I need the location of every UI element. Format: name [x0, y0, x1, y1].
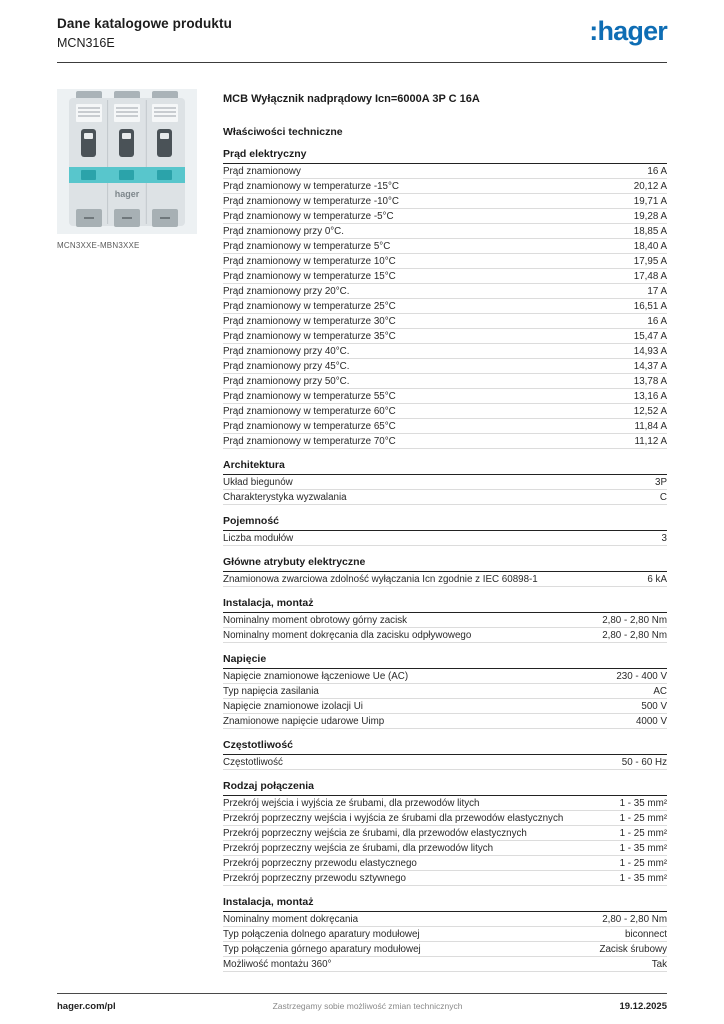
spec-value: 14,93 A [633, 345, 667, 357]
image-caption: MCN3XXE-MBN3XXE [57, 241, 140, 250]
tech-properties-heading: Właściwości techniczne [223, 126, 343, 138]
date-text: 19.12.2025 [619, 1001, 667, 1012]
spec-label: Prąd znamionowy przy 0°C. [223, 225, 344, 237]
spec-row [223, 714, 667, 729]
section-title: Architektura [223, 459, 667, 475]
spec-value: Zacisk śrubowy [599, 943, 667, 955]
spec-label: Prąd znamionowy w temperaturze 60°C [223, 405, 396, 417]
spec-row [223, 572, 667, 587]
spec-label: Charakterystyka wyzwalania [223, 491, 347, 503]
spec-label: Przekrój poprzeczny wejścia ze śrubami, dla przewodów litych [223, 842, 494, 854]
spec-value: 17,95 A [633, 255, 667, 267]
spec-value: 19,71 A [633, 195, 667, 207]
spec-row [223, 329, 667, 344]
spec-row [223, 254, 667, 269]
spec-label: Prąd znamionowy w temperaturze 25°C [223, 300, 396, 312]
spec-value: Tak [651, 958, 667, 970]
section-title: Pojemność [223, 515, 667, 531]
spec-row [223, 389, 667, 404]
spec-label: Prąd znamionowy w temperaturze 55°C [223, 390, 396, 402]
spec-row [223, 404, 667, 419]
spec-value: 18,85 A [633, 225, 667, 237]
spec-label: Nominalny moment dokręcania [223, 913, 359, 925]
spec-row [223, 209, 667, 224]
spec-label: Prąd znamionowy w temperaturze 10°C [223, 255, 396, 267]
spec-value: 2,80 - 2,80 Nm [602, 614, 667, 626]
spec-row [223, 796, 667, 811]
spec-value: 1 - 25 mm² [619, 812, 667, 824]
spec-label: Przekrój wejścia i wyjścia ze śrubami, dla przewodów litych [223, 797, 480, 809]
spec-value: 1 - 35 mm² [619, 872, 667, 884]
spec-value: 3 [661, 532, 667, 544]
spec-label: Znamionowa zwarciowa zdolność wyłączania Icn zgodnie z IEC 60898-1 [223, 573, 538, 585]
spec-label: Typ połączenia dolnego aparatury modułowej [223, 928, 420, 940]
page-title: Dane katalogowe produktu [57, 16, 232, 31]
spec-row [223, 344, 667, 359]
spec-value: C [659, 491, 667, 503]
spec-label: Prąd znamionowy w temperaturze 5°C [223, 240, 391, 252]
page-header [57, 16, 667, 50]
spec-value: 17,48 A [633, 270, 667, 282]
spec-value: 2,80 - 2,80 Nm [602, 913, 667, 925]
spec-row [223, 224, 667, 239]
spec-label: Przekrój poprzeczny przewodu elastycznego [223, 857, 417, 869]
spec-value: 12,52 A [633, 405, 667, 417]
spec-value: 19,28 A [633, 210, 667, 222]
product-image-column [57, 89, 197, 972]
spec-row [223, 871, 667, 886]
spec-label: Prąd znamionowy w temperaturze 65°C [223, 420, 396, 432]
section-title: Napięcie [223, 653, 667, 669]
main-content [57, 89, 667, 972]
spec-row [223, 613, 667, 628]
spec-row [223, 284, 667, 299]
spec-row [223, 419, 667, 434]
svg-text:hager: hager [114, 189, 140, 199]
spec-row [223, 841, 667, 856]
spec-row [223, 194, 667, 209]
spec-label: Prąd znamionowy przy 50°C. [223, 375, 350, 387]
spec-value: 1 - 25 mm² [619, 827, 667, 839]
spec-row [223, 684, 667, 699]
spec-value: 16 A [647, 315, 667, 327]
spec-row [223, 475, 667, 490]
spec-label: Układ biegunów [223, 476, 293, 488]
spec-value: 2,80 - 2,80 Nm [602, 629, 667, 641]
section-title: Prąd elektryczny [223, 148, 667, 164]
spec-label: Prąd znamionowy w temperaturze -15°C [223, 180, 399, 192]
spec-label: Prąd znamionowy [223, 165, 301, 177]
spec-label: Znamionowe napięcie udarowe Uimp [223, 715, 385, 727]
spec-label: Liczba modułów [223, 532, 294, 544]
spec-value: 500 V [641, 700, 667, 712]
spec-value: 17 A [647, 285, 667, 297]
spec-label: Typ napięcia zasilania [223, 685, 319, 697]
spec-row [223, 811, 667, 826]
spec-value: 15,47 A [633, 330, 667, 342]
spec-value: 18,40 A [633, 240, 667, 252]
spec-row [223, 239, 667, 254]
section-title: Instalacja, montaż [223, 597, 667, 613]
spec-value: 50 - 60 Hz [621, 756, 667, 768]
spec-row [223, 164, 667, 179]
spec-label: Przekrój poprzeczny przewodu sztywnego [223, 872, 406, 884]
spec-value: 14,37 A [633, 360, 667, 372]
spec-row [223, 669, 667, 684]
spec-value: 11,84 A [634, 420, 667, 432]
spec-value: 16 A [647, 165, 667, 177]
spec-row [223, 699, 667, 714]
spec-value: 13,78 A [633, 375, 667, 387]
spec-value: 4000 V [635, 715, 667, 727]
spec-label: Przekrój poprzeczny wejścia i wyjścia ze śrubami dla przewodów elastycznych [223, 812, 564, 824]
website-link[interactable]: hager.com/pl [57, 1001, 116, 1012]
spec-row [223, 856, 667, 871]
spec-label: Prąd znamionowy w temperaturze -10°C [223, 195, 399, 207]
spec-row [223, 434, 667, 449]
header-titles [57, 16, 232, 50]
product-image [57, 89, 197, 234]
spec-row [223, 531, 667, 546]
spec-value: 1 - 25 mm² [619, 857, 667, 869]
spec-row [223, 299, 667, 314]
spec-row [223, 359, 667, 374]
spec-value: 1 - 35 mm² [619, 797, 667, 809]
spec-label: Typ połączenia górnego aparatury modułowej [223, 943, 421, 955]
spec-label: Możliwość montażu 360° [223, 958, 332, 970]
product-title: MCB Wyłącznik nadprądowy Icn=6000A 3P C 16A [223, 93, 480, 105]
spec-row [223, 374, 667, 389]
spec-label: Prąd znamionowy w temperaturze 70°C [223, 435, 396, 447]
spec-label: Prąd znamionowy przy 45°C. [223, 360, 350, 372]
spec-row [223, 179, 667, 194]
disclaimer-text: Zastrzegamy sobie możliwość zmian technicznych [272, 1001, 463, 1011]
spec-label: Prąd znamionowy w temperaturze -5°C [223, 210, 394, 222]
spec-label: Prąd znamionowy w temperaturze 30°C [223, 315, 396, 327]
section-title: Rodzaj połączenia [223, 780, 667, 796]
spec-value: AC [653, 685, 667, 697]
spec-value: 20,12 A [633, 180, 667, 192]
section-title: Instalacja, montaż [223, 896, 667, 912]
spec-label: Nominalny moment dokręcania dla zacisku odpływowego [223, 629, 472, 641]
page-footer [57, 993, 667, 1012]
spec-row [223, 957, 667, 972]
spec-label: Częstotliwość [223, 756, 283, 768]
spec-row [223, 490, 667, 505]
section-title: Główne atrybuty elektryczne [223, 556, 667, 572]
spec-value: 16,51 A [633, 300, 667, 312]
product-code: MCN316E [57, 36, 115, 50]
circuit-breaker-photo [57, 89, 197, 234]
spec-sections [223, 148, 667, 972]
spec-row [223, 628, 667, 643]
spec-row [223, 942, 667, 957]
spec-value: 11,12 A [634, 435, 667, 447]
spec-label: Prąd znamionowy przy 40°C. [223, 345, 350, 357]
spec-value: biconnect [625, 928, 667, 940]
spec-label: Przekrój poprzeczny wejścia ze śrubami, dla przewodów elastycznych [223, 827, 527, 839]
section-title: Częstotliwość [223, 739, 667, 755]
spec-row [223, 826, 667, 841]
spec-row [223, 912, 667, 927]
spec-label: Prąd znamionowy w temperaturze 35°C [223, 330, 396, 342]
spec-value: 13,16 A [633, 390, 667, 402]
spec-label: Napięcie znamionowe izolacji Ui [223, 700, 363, 712]
spec-label: Napięcie znamionowe łączeniowe Ue (AC) [223, 670, 409, 682]
spec-label: Prąd znamionowy w temperaturze 15°C [223, 270, 396, 282]
hager-logo: :hager [589, 16, 667, 46]
spec-row [223, 269, 667, 284]
spec-label: Prąd znamionowy przy 20°C. [223, 285, 350, 297]
spec-row [223, 927, 667, 942]
spec-column [223, 89, 667, 972]
spec-label: Nominalny moment obrotowy górny zacisk [223, 614, 408, 626]
spec-row [223, 755, 667, 770]
spec-value: 230 - 400 V [616, 670, 667, 682]
spec-value: 1 - 35 mm² [619, 842, 667, 854]
spec-value: 3P [655, 476, 667, 488]
spec-row [223, 314, 667, 329]
header-divider [57, 62, 667, 63]
spec-value: 6 kA [647, 573, 667, 585]
